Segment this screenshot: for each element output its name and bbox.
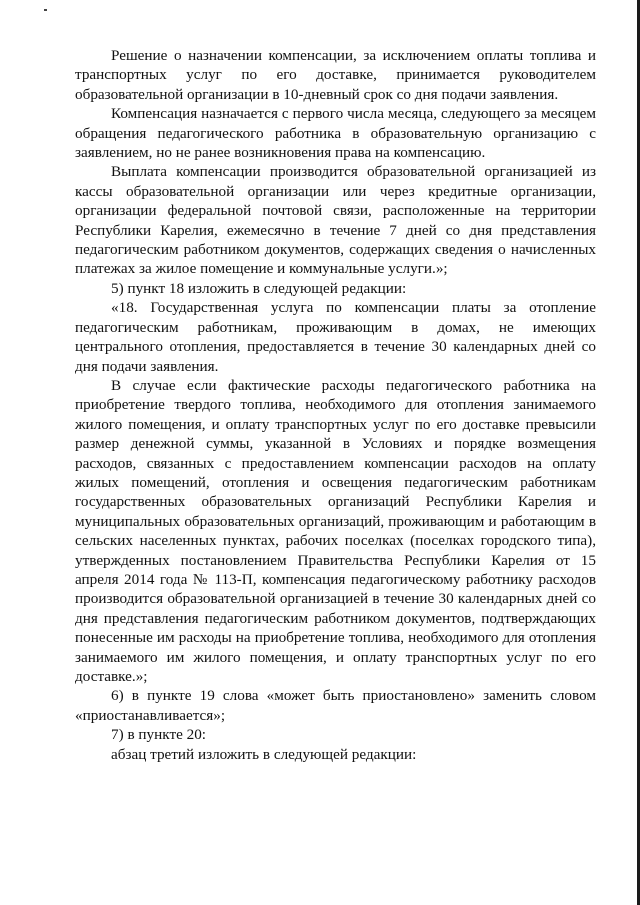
paragraph-third-subclause: абзац третий изложить в следующей редакции:	[111, 745, 417, 763]
paragraph-actual-expenses: В случае если фактические расходы педагогического работника на приобретение твердого топлива, необходимого для отопления занимаемого жилого помещения, и оплату транспортных услуг по его доставке превысили размер денежной суммы, указанной в Условиях и порядке возмещения расходов, связанных с предоставлением компенсации расходов на оплату жилых помещений, отопления и освещения педагогическим работникам государственных образовательных организаций Республики Карелия и муниципальных образовательных организаций, проживающим и работающим в сельских населенных пунктах, рабочих поселках (поселках городского типа), утвержденных постановлением Правительства Республики Карелия от 15 апреля 2014 года № 113-П, компенсация педагогическому работнику расходов производится образовательной организацией в течение 30 календарных дней со дня представления педагогическим работником документов, подтверждающих понесенные им расходы на приобретение топлива, необходимого для отопления занимаемого им жилого помещения, и оплату транспортных услуг по его доставке.»;	[75, 376, 596, 685]
document-body	[75, 46, 596, 764]
paragraph-payment: Выплата компенсации производится образовательной организацией из кассы образовательной организации или через кредитные организации, организации федеральной почтовой связи, расположенные на территории Республики Карелия, ежемесячно в течение 7 дней со дня представления педагогическим работником документов, содержащих сведения о начисленных платежах за жилое помещение и коммунальные услуги.»;	[75, 163, 596, 278]
paragraph-decision: Решение о назначении компенсации, за исключением оплаты топлива и транспортных услуг по его доставке, принимается руководителем образовательной организации в 10-дневный срок со дня подачи заявления.	[75, 47, 596, 103]
paragraph-clause-18: «18. Государственная услуга по компенсации платы за отопление педагогическим работникам, проживающим в домах, не имеющих центрального отопления, предоставляется в течение 30 календарных дней со дня подачи заявления.	[75, 299, 596, 375]
paragraph-compensation-start: Компенсация назначается с первого числа месяца, следующего за месяцем обращения педагогического работника в образовательную организацию с заявлением, но не ранее возникновения права на компенсацию.	[75, 105, 596, 162]
paragraph-item-7: 7) в пункте 20:	[111, 726, 207, 744]
paragraph-item-5: 5) пункт 18 изложить в следующей редакции:	[111, 279, 407, 297]
scan-speck	[44, 9, 47, 11]
paragraph-item-6: 6) в пункте 19 слова «может быть приостановлено» заменить словом «приостанавливается»;	[75, 687, 596, 724]
